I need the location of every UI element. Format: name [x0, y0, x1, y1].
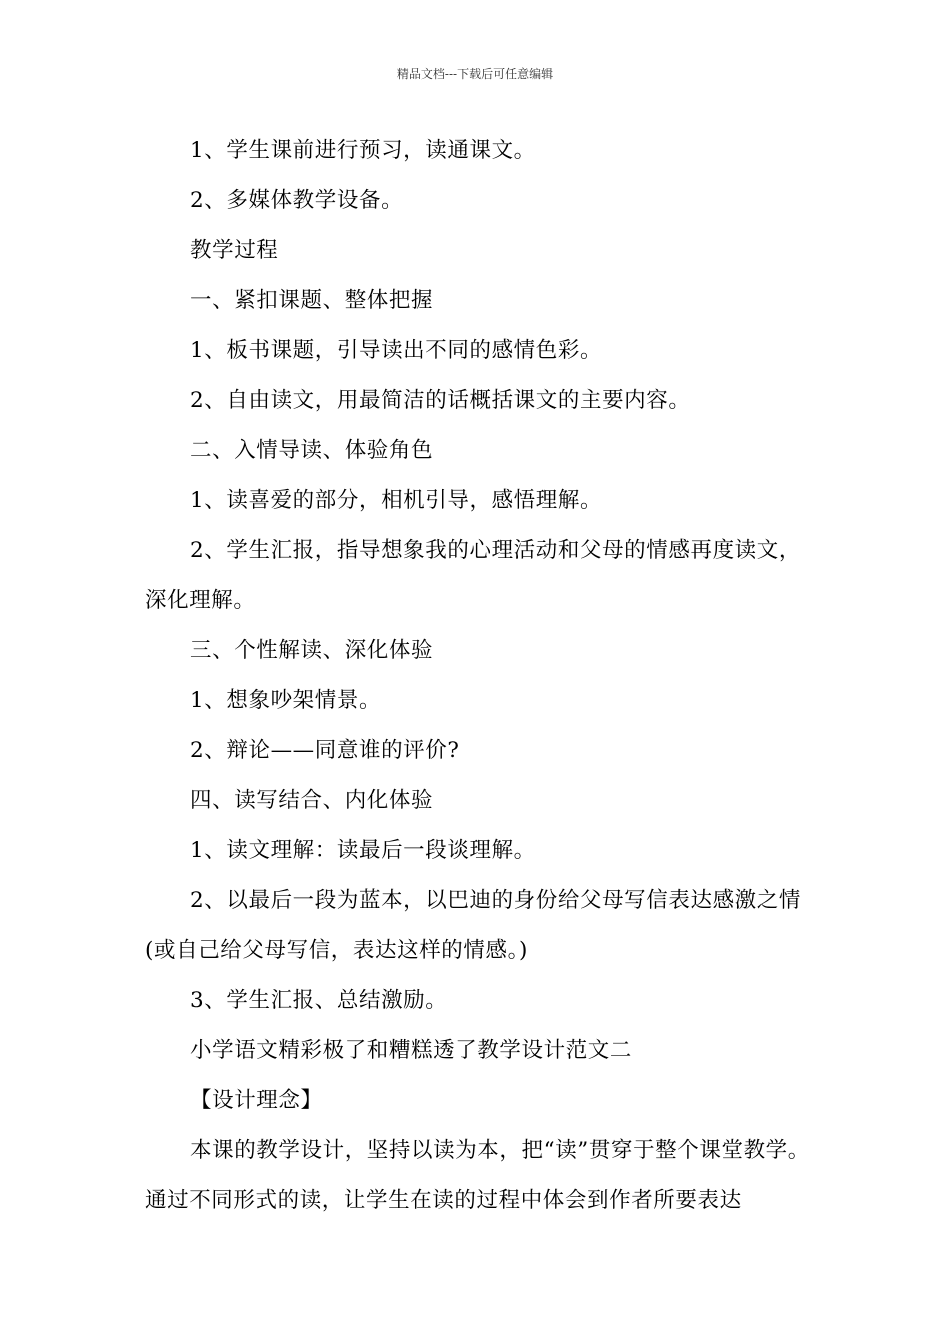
paragraph-1-2: 2、自由读文，用最简洁的话概括课文的主要内容。: [190, 388, 691, 413]
document-subtitle: 小学语文精彩极了和糟糕透了教学设计范文二: [190, 1038, 633, 1063]
paragraph-3-1: 1、想象吵架情景。: [190, 688, 382, 713]
section-heading-2: 二、入情导读、体验角色: [190, 438, 434, 463]
paragraph-design-concept: 本课的教学设计，坚持以读为本，把“读”贯穿于整个课堂教学。通过不同形式的读，让学生在读的过程中体会到作者所要表达: [145, 1138, 810, 1213]
paragraph-4-3: 3、学生汇报、总结激励。: [190, 988, 448, 1013]
section-heading-3: 三、个性解读、深化体验: [190, 638, 434, 663]
paragraph-2-2: 2、学生汇报，指导想象我的心理活动和父母的情感再度读文，深化理解。: [145, 538, 801, 613]
section-heading-1: 一、紧扣课题、整体把握: [190, 288, 434, 313]
paragraph-4-2: 2、以最后一段为蓝本，以巴迪的身份给父母写信表达感激之情(或自己给父母写信，表达这样的情感。): [145, 888, 801, 963]
document-body: [145, 126, 813, 1226]
section-heading-4: 四、读写结合、内化体验: [190, 788, 434, 813]
section-heading-process: 教学过程: [190, 238, 279, 263]
paragraph-1-1: 1、板书课题，引导读出不同的感情色彩。: [190, 338, 603, 363]
paragraph-prep-1: 1、学生课前进行预习，读通课文。: [190, 138, 536, 163]
paragraph-3-2: 2、辩论——同意谁的评价?: [190, 738, 460, 763]
paragraph-prep-2: 2、多媒体教学设备。: [190, 188, 404, 213]
section-heading-design-concept: 【设计理念】: [190, 1088, 323, 1113]
paragraph-2-1: 1、读喜爱的部分，相机引导，感悟理解。: [190, 488, 603, 513]
page-header: 精品文档---下载后可任意编辑: [396, 67, 554, 81]
paragraph-4-1: 1、读文理解：读最后一段谈理解。: [190, 838, 536, 863]
